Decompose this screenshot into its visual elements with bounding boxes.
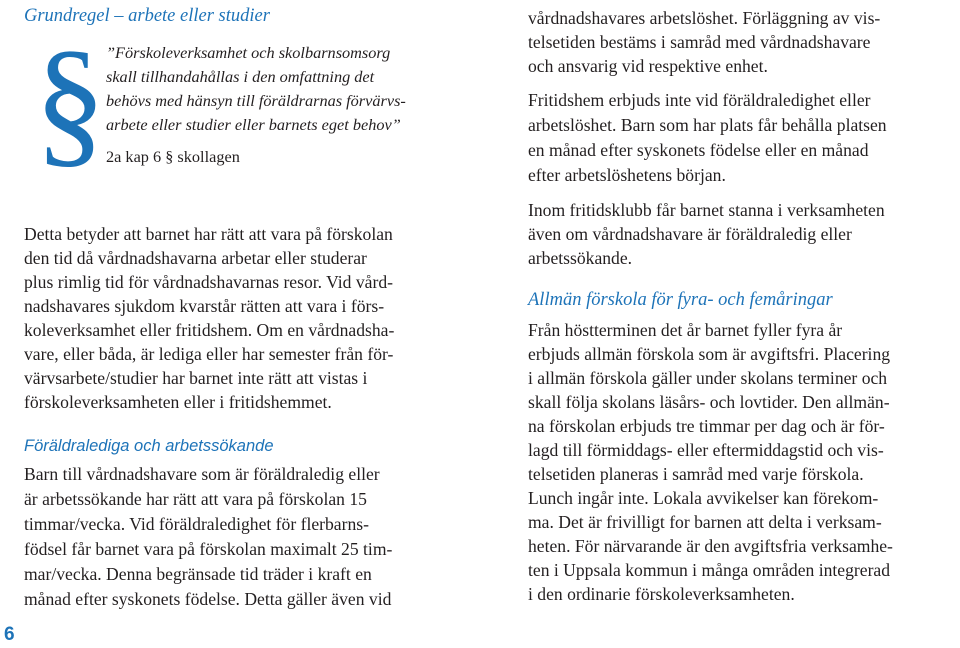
text-line: Detta betyder att barnet har rätt att vara på förskolan (24, 224, 393, 244)
section-heading-grundregel: Grundregel – arbete eller studier (24, 6, 270, 26)
text-line: telsetiden planeras i samråd med varje förskola. (528, 464, 864, 484)
text-line: na förskolan erbjuds tre timmar per dag och är för- (528, 416, 885, 436)
text-line: timmar/vecka. Vid föräldraledighet för flerbarns- (24, 514, 369, 534)
section-heading-foraldralediga: Föräldralediga och arbetssökande (24, 437, 274, 455)
text-line: efter arbetslöshetens början. (528, 165, 726, 185)
section-heading-allman-forskola: Allmän förskola för fyra- och femåringar (528, 290, 833, 310)
text-line: mar/vecka. Denna begränsade tid träder i kraft en (24, 564, 372, 584)
text-line: och ansvarig vid respektive enhet. (528, 56, 768, 76)
text-line: i den ordinarie förskoleverksamheten. (528, 584, 795, 604)
text-line: koleverksamhet eller fritidshem. Om en vårdnadsha- (24, 320, 395, 340)
text-line: nadshavares sjukdom kvarstår rätten att vara i förs- (24, 296, 385, 316)
text-line: Fritidshem erbjuds inte vid föräldraledighet eller (528, 90, 871, 110)
text-line: månad efter syskonets födelse. Detta gäller även vid (24, 589, 392, 609)
text-line: den tid då vårdnadshavarna arbetar eller studerar (24, 248, 367, 268)
text-line: ma. Det är frivilligt for barnen att delta i verksam- (528, 512, 882, 532)
text-line: ten i Uppsala kommun i många områden integrerad (528, 560, 891, 580)
quote-line: skall tillhandahållas i den omfattning det (106, 67, 375, 86)
text-line: Lunch ingår inte. Lokala avvikelser kan förekom- (528, 488, 879, 508)
text-line: värvsarbete/studier har barnet inte rätt att vistas i (24, 368, 368, 388)
text-line: Barn till vårdnadshavare som är föräldraledig eller (24, 464, 380, 484)
law-reference: 2a kap 6 § skollagen (106, 147, 240, 166)
text-line: arbetslöshet. Barn som har plats får behålla platsen (528, 115, 887, 135)
text-line: en månad efter syskonets födelse eller en månad (528, 140, 869, 160)
text-line: heten. För närvarande är den avgiftsfria verksamhe- (528, 536, 893, 556)
text-line: plus rimlig tid för vårdnadshavarnas resor. Vid vård- (24, 272, 393, 292)
text-line: vårdnadshavares arbetslöshet. Förläggning av vis- (528, 8, 881, 28)
text-line: förskoleverksamheten eller i fritidshemmet. (24, 392, 332, 412)
text-line: Inom fritidsklubb får barnet stanna i verksamheten (528, 200, 885, 220)
text-line: även om vårdnadshavare är föräldraledig eller (528, 224, 852, 244)
text-line: i allmän förskola gäller under skolans terminer och (528, 368, 888, 388)
quote-line: behövs med hänsyn till föräldrarnas förvärvs- (106, 91, 406, 110)
text-line: erbjuds allmän förskola som är avgiftsfri. Placering (528, 344, 891, 364)
quote-line: ”Förskoleverksamhet och skolbarnsomsorg (106, 43, 391, 62)
text-line: arbetssökande. (528, 248, 633, 268)
text-line: födsel får barnet vara på förskolan maximalt 25 tim- (24, 539, 393, 559)
text-line: vare, eller båda, är lediga eller har semester från för- (24, 344, 394, 364)
text-line: lagd till förmiddags- eller eftermiddagstid och vis- (528, 440, 884, 460)
text-line: telsetiden bestäms i samråd med vårdnadshavare (528, 32, 871, 52)
text-line: skall följa skolans läsårs- och lovtider. Den allmän- (528, 392, 890, 412)
text-line: är arbetssökande har rätt att vara på förskolan 15 (24, 489, 367, 509)
page-number: 6 (4, 624, 15, 645)
paragraph-symbol: § (34, 22, 106, 181)
text-line: Från höstterminen det år barnet fyller fyra år (528, 320, 843, 340)
quote-line: arbete eller studier eller barnets eget behov” (106, 115, 401, 134)
